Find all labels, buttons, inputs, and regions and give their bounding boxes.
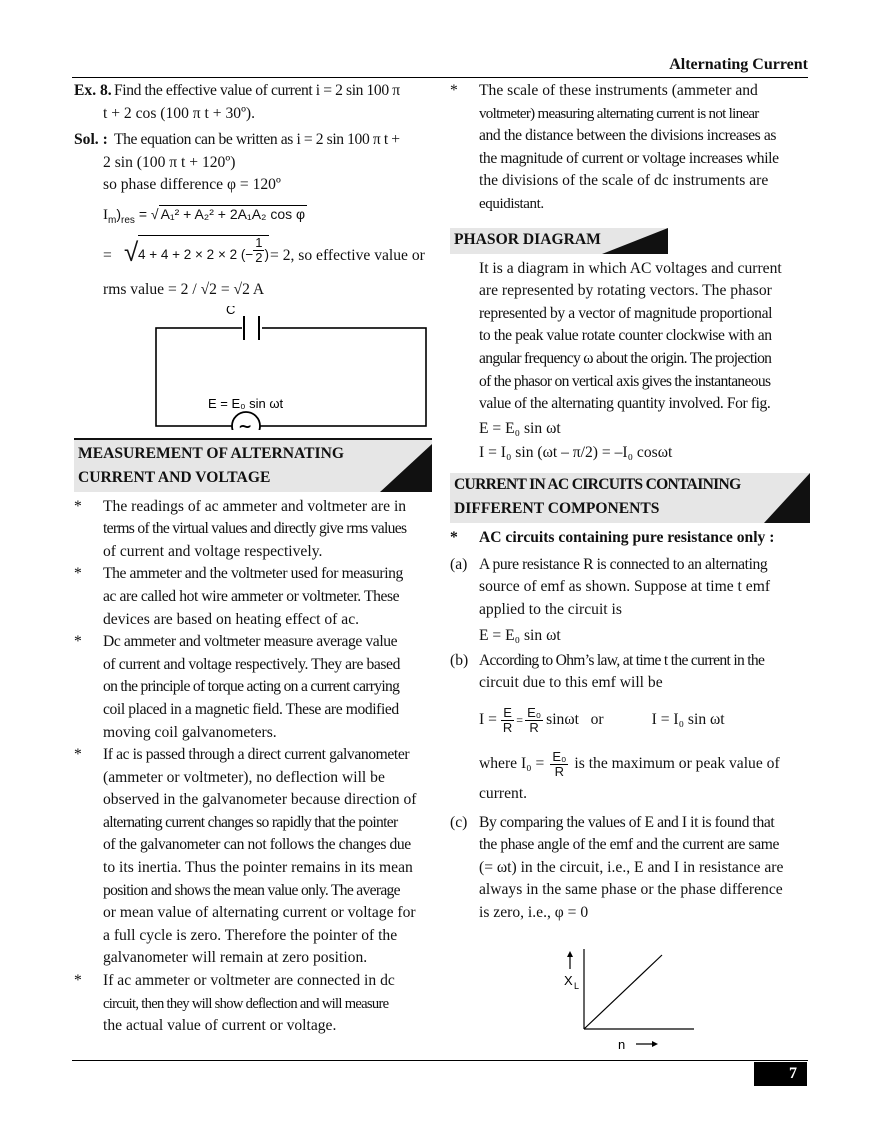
graph-x-label: n — [618, 1036, 626, 1052]
frac-denominator: R — [554, 763, 565, 779]
eq1-sub: m — [108, 214, 117, 226]
eq1-radicand: A₁² + A₂² + 2A₁A₂ cos φ — [160, 205, 306, 222]
bullet-line: The ammeter and the voltmeter used for measuring — [103, 565, 403, 583]
example-line-1: Find the effective value of current i = 2 sin 100 π — [114, 82, 400, 99]
bullet-line: alternating current changes so rapidly that the pointer — [103, 813, 398, 831]
bullet-line: If ac ammeter or voltmeter are connected in dc — [103, 972, 395, 990]
ohm-law-equation — [479, 701, 810, 739]
measurement-bullets — [74, 496, 432, 1038]
bullet-line: to its inertia. Thus the pointer remains in its mean — [103, 859, 413, 877]
solution-line-2: 2 sin (100 π t + 120º) — [103, 153, 236, 171]
y-arrowhead-icon — [567, 951, 573, 957]
bullet-line: the divisions of the scale of dc instruments are — [479, 172, 769, 190]
graph-y-label: X — [564, 972, 573, 988]
eq2-prefix: = — [103, 246, 112, 264]
bullet-item — [74, 631, 432, 744]
solution-line-3: so phase difference φ = 120º — [103, 176, 281, 194]
bullet-line: terms of the virtual values and directly give rms values — [103, 520, 407, 538]
right-column — [450, 80, 810, 1059]
heading-corner-triangle — [764, 473, 810, 523]
page-number: 7 — [754, 1062, 807, 1086]
frac-denominator: R — [529, 719, 539, 735]
bullet-line: observed in the galvanometer because direction of — [103, 791, 417, 809]
item-b — [450, 650, 810, 806]
bullet-item — [74, 744, 432, 970]
eq-tail: sinωt or — [546, 710, 604, 728]
running-header: Alternating Current — [669, 56, 808, 73]
resistance-heading-text: AC circuits containing pure resistance only : — [479, 528, 775, 546]
para-line: to the peak value rotate counter clockwise with an — [479, 327, 772, 345]
example-tag: Ex. 8. — [74, 82, 112, 99]
phasor-heading-text: PHASOR DIAGRAM — [454, 230, 601, 248]
item-line: the phase angle of the emf and the current are same — [479, 836, 779, 854]
graph-line — [584, 955, 662, 1029]
para-line: It is a diagram in which AC voltages and current — [479, 259, 782, 277]
section-heading-line-1: CURRENT IN AC CIRCUITS CONTAINING — [454, 475, 741, 493]
para-line: represented by a vector of magnitude proportional — [479, 304, 773, 322]
bullet-line: of current and voltage respectively. — [103, 542, 323, 560]
eq2-tail: = 2, so effective value or — [270, 246, 425, 264]
bullet-line: galvanometer will remain at zero position. — [103, 949, 368, 967]
item-line: A pure resistance R is connected to an alternating — [479, 555, 768, 573]
ac-source-symbol: ~ — [238, 416, 253, 430]
rms-formula-2: = √ 4 + 4 + 2 × 2 × 2 (− $\frac{1}{2}$ ) = 2, so effective value or — [103, 234, 425, 267]
bullet-line: moving coil galvanometers. — [103, 723, 277, 741]
item-line: According to Ohm’s law, at time t the current in the — [479, 651, 765, 669]
bullet-line: devices are based on heating effect of ac. — [103, 610, 360, 628]
bullet-mark: * — [74, 746, 82, 764]
eq-lhs: I = — [479, 710, 497, 728]
bullet-line: of the galvanometer can not follows the changes due — [103, 836, 411, 854]
phasor-paragraph — [450, 258, 810, 465]
item-line: always in the same phase or the phase difference — [479, 881, 783, 899]
eq-alternative: I = I₀ sin ωt — [651, 710, 725, 728]
section-heading-line-2: CURRENT AND VOLTAGE — [78, 468, 271, 486]
bullet-line: the actual value of current or voltage. — [103, 1017, 337, 1035]
eq2-minus: − — [245, 246, 254, 262]
bullet-item — [74, 496, 432, 564]
source-label: E = E₀ sin ωt — [208, 395, 284, 411]
bullet-line: the magnitude of current or voltage increases while — [479, 149, 779, 167]
solution-tag: Sol. : — [74, 131, 108, 149]
bullet-line: equidistant. — [479, 195, 544, 212]
bullet-line: position and shows the mean value only. The average — [103, 881, 400, 899]
bullet-mark: * — [450, 528, 458, 546]
section-heading-components — [450, 473, 810, 523]
where-line-2: current. — [479, 785, 528, 803]
eq2-frac-n: 1 — [255, 234, 263, 250]
para-line: are represented by rotating vectors. The phasor — [479, 282, 772, 300]
scale-bullet — [450, 80, 810, 216]
ac-capacitor-circuit — [74, 306, 434, 430]
frac-numerator: E₀ — [527, 704, 542, 720]
section-heading-measurement — [74, 438, 432, 492]
where-suffix: is the maximum or peak value of — [574, 754, 780, 772]
bullet-line: coil placed in a magnetic field. These are modified — [103, 700, 399, 718]
footer-rule — [72, 1060, 808, 1061]
circuit-wire — [156, 328, 426, 426]
item-c — [450, 812, 810, 925]
item-line: circuit due to this emf will be — [479, 674, 663, 692]
item-tag: (a) — [450, 555, 468, 573]
solution-block — [74, 129, 432, 152]
item-line: By comparing the values of E and I it is found that — [479, 813, 775, 831]
xl-vs-n-graph — [562, 949, 702, 1059]
bullet-line: of current and voltage respectively. They are based — [103, 655, 400, 673]
phasor-eq-current: I = I₀ sin (ωt – π/2) = –I₀ cosωt — [479, 444, 673, 462]
item-tag: (b) — [450, 651, 469, 669]
heading-corner-triangle — [380, 444, 432, 492]
bullet-line: ac are called hot wire ammeter or voltmeter. These — [103, 587, 400, 605]
item-line: (= ωt) in the circuit, i.e., E and I in resistance are — [479, 858, 784, 876]
section-heading-line-1: MEASUREMENT OF ALTERNATING — [78, 444, 345, 462]
para-line: angular frequency ω about the origin. The projection — [479, 349, 772, 367]
capacitor-label: C — [226, 305, 236, 317]
eq-equals: = — [516, 712, 524, 727]
item-line: source of emf as shown. Suppose at time t emf — [479, 578, 771, 596]
bullet-line: a full cycle is zero. Therefore the pointer of the — [103, 926, 398, 944]
rms-formula: $I_m)_{res}$ = √ A₁² + A₂² + 2A₁A₂ cos φ — [103, 205, 306, 226]
left-column — [74, 80, 432, 1038]
frac-numerator: E₀ — [552, 748, 567, 764]
bullet-line: voltmeter) measuring alternating current is not linear — [479, 105, 759, 122]
x-arrowhead-icon — [652, 1041, 658, 1047]
bullet-mark: * — [74, 633, 82, 651]
section-heading-line-2: DIFFERENT COMPONENTS — [454, 499, 660, 517]
eq1-paren: ) — [116, 205, 122, 222]
item-line: applied to the circuit is — [479, 600, 622, 618]
section-heading-phasor — [450, 228, 668, 254]
eq2-rad-text: 4 + 4 + 2 × 2 × 2 — [138, 246, 238, 262]
example-line-2: t + 2 cos (100 π t + 30º). — [103, 104, 256, 122]
item-line: is zero, i.e., φ = 0 — [479, 904, 589, 922]
graph-y-sub: L — [574, 980, 580, 991]
eq1-rms: res — [121, 214, 135, 226]
heading-corner-triangle — [602, 228, 668, 254]
bullet-line: and the distance between the divisions increases as — [479, 127, 777, 145]
para-line: of the phasor on vertical axis gives the instantaneous — [479, 372, 771, 390]
where-prefix: where I₀ = — [479, 754, 545, 772]
example-block — [74, 80, 432, 103]
rms-value-line: rms value = 2 / √2 = √2 A — [103, 280, 265, 298]
header-rule — [72, 77, 808, 78]
bullet-line: Dc ammeter and voltmeter measure average value — [103, 633, 398, 651]
para-line: value of the alternating quantity involved. For fig. — [479, 395, 771, 413]
bullet-mark: * — [450, 82, 458, 99]
bullet-line: If ac is passed through a direct current galvanometer — [103, 746, 410, 764]
bullet-line: The readings of ac ammeter and voltmeter are in — [103, 497, 407, 515]
item-tag: (c) — [450, 813, 468, 831]
bullet-line: or mean value of alternating current or voltage for — [103, 904, 416, 922]
item-a — [450, 554, 810, 648]
phasor-eq-voltage: E = E₀ sin ωt — [479, 419, 561, 437]
bullet-line: on the principle of torque acting on a current carrying — [103, 678, 400, 696]
peak-value-line — [479, 745, 810, 783]
frac-denominator: R — [502, 719, 513, 735]
eq2-radicand: 4 + 4 + 2 × 2 × 2 (− $\frac{1}{2}$ ) — [138, 234, 269, 265]
bullet-line: The scale of these instruments (ammeter and — [479, 82, 758, 99]
bullet-item — [74, 563, 432, 631]
item-a-equation: E = E₀ sin ωt — [479, 627, 561, 645]
eq1-lhs: I — [103, 206, 108, 223]
bullet-mark: * — [74, 565, 82, 583]
bullet-mark: * — [74, 972, 82, 990]
bullet-item — [74, 970, 432, 1038]
bullet-line: (ammeter or voltmeter), no deflection will be — [103, 768, 385, 786]
frac-numerator: E — [501, 706, 514, 721]
bullet-line: circuit, then they will show deflection and will measure — [103, 995, 389, 1012]
resistance-heading — [450, 527, 810, 550]
eq2-frac-d: 2 — [255, 249, 263, 265]
bullet-mark: * — [74, 497, 82, 515]
solution-line-1: The equation can be written as i = 2 sin 100 π t + — [114, 131, 400, 149]
